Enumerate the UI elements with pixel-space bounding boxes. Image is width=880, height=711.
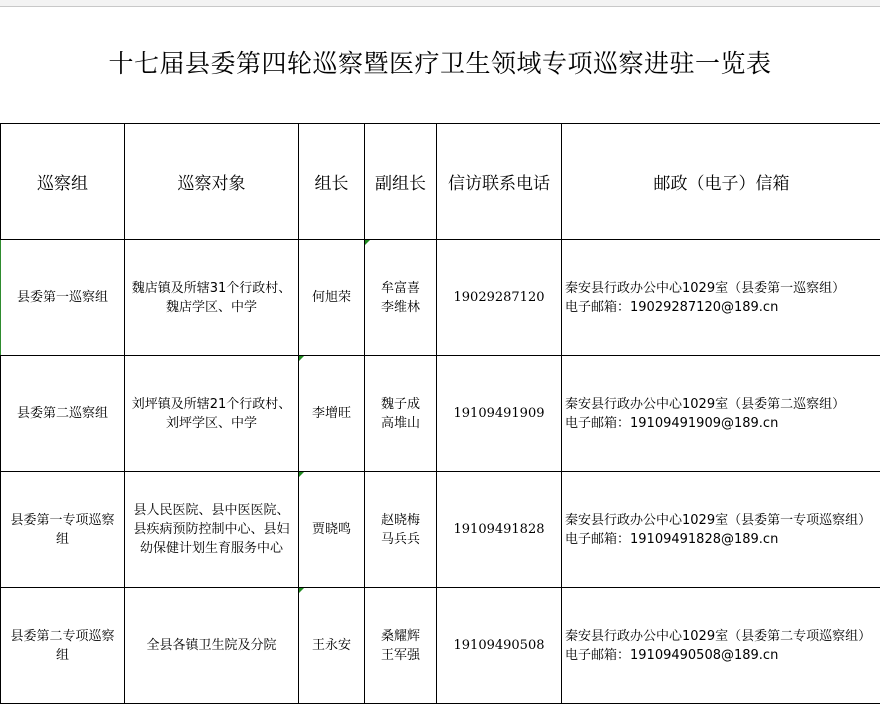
deputy-name: 马兵兵 [380, 531, 420, 547]
mailbox-address: 秦安县行政办公中心1029室（县委第二巡察组） [565, 396, 846, 412]
phone-cell[interactable]: 19109491909 [437, 356, 562, 472]
mailbox-cell[interactable] [562, 356, 880, 472]
leader-cell[interactable]: 何旭荣 [299, 240, 365, 356]
target-cell[interactable]: 全县各镇卫生院及分院 [125, 588, 299, 704]
deputy-name: 魏子成 [380, 396, 420, 412]
group-cell[interactable]: 县委第一巡察组 [1, 240, 125, 356]
group-cell[interactable]: 县委第一专项巡察组 [1, 472, 125, 588]
phone-cell[interactable]: 19029287120 [437, 240, 562, 356]
mailbox-address: 秦安县行政办公中心1029室（县委第二专项巡察组） [565, 628, 872, 644]
deputy-cell[interactable] [365, 356, 437, 472]
title-cell[interactable] [0, 6, 880, 123]
phone-cell[interactable]: 19109491828 [437, 472, 562, 588]
leader-cell[interactable]: 贾晓鸣 [299, 472, 365, 588]
mailbox-cell[interactable] [562, 472, 880, 588]
header-cell-phone[interactable]: 信访联系电话 [437, 124, 562, 240]
mailbox-cell[interactable] [562, 588, 880, 704]
table-row [1, 472, 880, 588]
header-cell-group[interactable]: 巡察组 [1, 124, 125, 240]
page-title: 十七届县委第四轮巡察暨医疗卫生领域专项巡察进驻一览表 [108, 48, 772, 78]
leader-cell[interactable]: 王永安 [299, 588, 365, 704]
phone-cell[interactable]: 19109490508 [437, 588, 562, 704]
deputy-name: 桑耀辉 [380, 628, 420, 644]
group-cell[interactable]: 县委第二巡察组 [1, 356, 125, 472]
mailbox-cell[interactable] [562, 240, 880, 356]
group-cell[interactable]: 县委第二专项巡察组 [1, 588, 125, 704]
mailbox-address: 秦安县行政办公中心1029室（县委第一专项巡察组） [565, 512, 872, 528]
deputy-name: 牟富喜 [380, 280, 420, 296]
deputy-cell[interactable] [365, 240, 437, 356]
inspection-table [0, 123, 880, 704]
header-cell-target[interactable]: 巡察对象 [125, 124, 299, 240]
deputy-name: 王军强 [380, 647, 420, 663]
mailbox-email: 电子邮箱：19109491828@189.cn [565, 531, 779, 547]
deputy-name: 李维林 [380, 299, 420, 315]
mailbox-email: 电子邮箱：19109490508@189.cn [565, 647, 779, 663]
header-row [1, 124, 880, 240]
mailbox-email: 电子邮箱：19109491909@189.cn [565, 415, 779, 431]
deputy-cell[interactable] [365, 472, 437, 588]
mailbox-email: 电子邮箱：19029287120@189.cn [565, 299, 779, 315]
deputy-name: 高堆山 [380, 415, 420, 431]
deputy-cell[interactable] [365, 588, 437, 704]
header-cell-deputy[interactable]: 副组长 [365, 124, 437, 240]
header-cell-mailbox[interactable]: 邮政（电子）信箱 [562, 124, 880, 240]
leader-cell[interactable]: 李增旺 [299, 356, 365, 472]
target-cell[interactable]: 魏店镇及所辖31个行政村、魏店学区、中学 [125, 240, 299, 356]
table-row [1, 356, 880, 472]
deputy-name: 赵晓梅 [380, 512, 420, 528]
header-cell-leader[interactable]: 组长 [299, 124, 365, 240]
table-row [1, 588, 880, 704]
target-cell[interactable]: 刘坪镇及所辖21个行政村、刘坪学区、中学 [125, 356, 299, 472]
table-row [1, 240, 880, 356]
target-cell[interactable]: 县人民医院、县中医医院、县疾病预防控制中心、县妇幼保健计划生育服务中心 [125, 472, 299, 588]
mailbox-address: 秦安县行政办公中心1029室（县委第一巡察组） [565, 280, 846, 296]
